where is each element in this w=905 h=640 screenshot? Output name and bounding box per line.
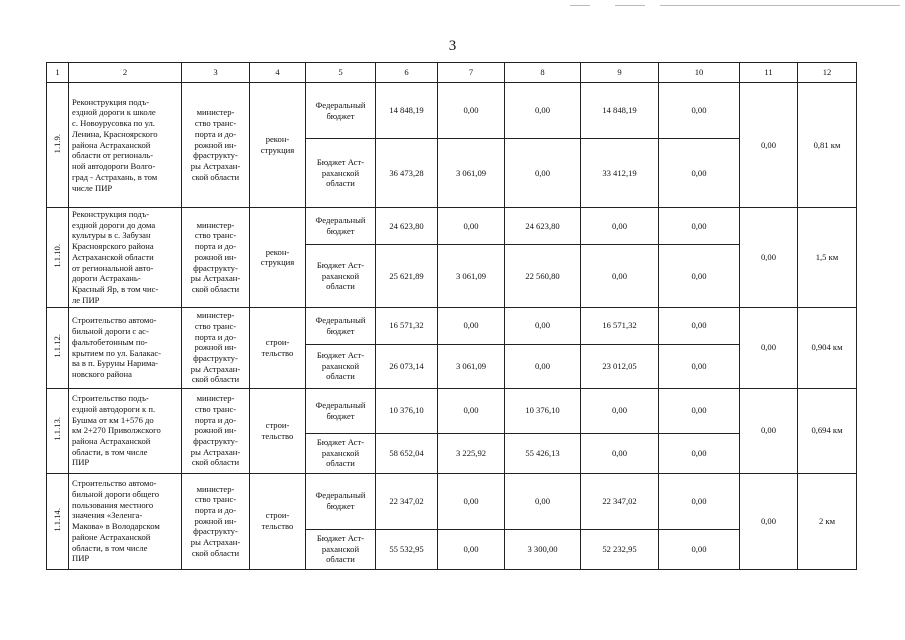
budget-value: 10 376,10: [505, 388, 581, 433]
item-name: Строительство подъ- ездной автодороги к п. Бушма от км 1+576 до км 2+270 Приволжского района Астраханской области, в том числе ПИР: [69, 388, 182, 473]
budget-value: 0,00: [505, 83, 581, 139]
header-cell: 8: [505, 63, 581, 83]
budget-value: 3 300,00: [505, 529, 581, 569]
item-work-type: рекон- струкция: [250, 83, 306, 208]
budget-value: 55 532,95: [376, 529, 438, 569]
header-cell: 4: [250, 63, 306, 83]
item-col11: 0,00: [740, 208, 798, 308]
budget-value: 14 848,19: [376, 83, 438, 139]
budget-value: 0,00: [659, 529, 740, 569]
budget-source: Бюджет Аст- раханской области: [306, 139, 376, 208]
program-table: [46, 62, 857, 570]
budget-value: 23 012,05: [581, 344, 659, 388]
item-code-cell: [47, 307, 69, 388]
budget-source: Федеральный бюджет: [306, 83, 376, 139]
scan-edge-line: [615, 5, 645, 6]
budget-value: 33 412,19: [581, 139, 659, 208]
budget-value: 58 652,04: [376, 433, 438, 473]
budget-value: 0,00: [438, 388, 505, 433]
item-work-type: строи- тельство: [250, 307, 306, 388]
table-row: [47, 307, 857, 344]
header-cell: 9: [581, 63, 659, 83]
budget-value: 0,00: [581, 245, 659, 307]
item-length: 0,694 км: [798, 388, 857, 473]
budget-value: 52 232,95: [581, 529, 659, 569]
item-code: 1.1.10.: [52, 244, 63, 268]
budget-value: 0,00: [659, 139, 740, 208]
budget-value: 24 623,80: [505, 208, 581, 245]
budget-source: Бюджет Аст- раханской области: [306, 529, 376, 569]
budget-value: 0,00: [659, 208, 740, 245]
budget-source: Федеральный бюджет: [306, 388, 376, 433]
budget-value: 0,00: [438, 83, 505, 139]
budget-value: 14 848,19: [581, 83, 659, 139]
header-cell: 5: [306, 63, 376, 83]
budget-source: Бюджет Аст- раханской области: [306, 433, 376, 473]
budget-value: 0,00: [581, 433, 659, 473]
header-cell: 10: [659, 63, 740, 83]
table-row: [47, 388, 857, 433]
header-cell: 3: [182, 63, 250, 83]
budget-value: 0,00: [659, 83, 740, 139]
item-executor: министер- ство транс- порта и до- рожной ин- фраструкту- ры Астрахан- ской области: [182, 473, 250, 569]
table-row: [47, 473, 857, 529]
budget-value: 0,00: [659, 245, 740, 307]
header-cell: 7: [438, 63, 505, 83]
item-executor: министер- ство транс- порта и до- рожной ин- фраструкту- ры Астрахан- ской области: [182, 388, 250, 473]
budget-value: 25 621,89: [376, 245, 438, 307]
header-cell: 6: [376, 63, 438, 83]
budget-value: 3 225,92: [438, 433, 505, 473]
budget-value: 26 073,14: [376, 344, 438, 388]
item-name: Реконструкция подъ- ездной дороги к школе с. Новоурусовка по ул. Ленина, Красноярского района Астраханской области от региональ- ной автодороги Волго- град - Астрахань, в том числе ПИР: [69, 83, 182, 208]
item-col11: 0,00: [740, 307, 798, 388]
budget-value: 24 623,80: [376, 208, 438, 245]
item-name: Реконструкция подъ- ездной дороги до дома культуры в с. Забузан Красноярского района Астраханской области от региональной авто- дороги Астрахань- Красный Яр, в том чис- ле ПИР: [69, 208, 182, 308]
page-number: 3: [448, 38, 457, 54]
item-code-cell: [47, 473, 69, 569]
item-work-type: строи- тельство: [250, 388, 306, 473]
budget-value: 3 061,09: [438, 245, 505, 307]
budget-value: 0,00: [581, 208, 659, 245]
item-code-cell: [47, 388, 69, 473]
budget-value: 22 560,80: [505, 245, 581, 307]
item-length: 2 км: [798, 473, 857, 569]
item-col11: 0,00: [740, 473, 798, 569]
item-code: 1.1.12.: [52, 334, 63, 359]
item-executor: министер- ство транс- порта и до- рожной ин- фраструкту- ры Астрахан- ской области: [182, 83, 250, 208]
table-row: [47, 208, 857, 245]
item-length: 0,904 км: [798, 307, 857, 388]
budget-value: 36 473,28: [376, 139, 438, 208]
item-code-cell: [47, 208, 69, 308]
budget-value: 0,00: [659, 307, 740, 344]
item-col11: 0,00: [740, 83, 798, 208]
item-col11: 0,00: [740, 388, 798, 473]
budget-value: 0,00: [438, 529, 505, 569]
item-name: Строительство автомо- бильной дороги с ас- фальтобетонным по- крытием по ул. Балакас- ва в п. Буруны Нарима- новского района: [69, 307, 182, 388]
budget-value: 0,00: [505, 307, 581, 344]
scan-edge-line: [570, 5, 590, 6]
budget-value: 16 571,32: [581, 307, 659, 344]
budget-value: 0,00: [438, 473, 505, 529]
budget-value: 3 061,09: [438, 344, 505, 388]
item-work-type: строи- тельство: [250, 473, 306, 569]
budget-value: 22 347,02: [376, 473, 438, 529]
header-row: [47, 63, 857, 83]
header-cell: 11: [740, 63, 798, 83]
budget-source: Федеральный бюджет: [306, 307, 376, 344]
header-cell: 1: [47, 63, 69, 83]
budget-value: 0,00: [505, 139, 581, 208]
budget-source: Федеральный бюджет: [306, 208, 376, 245]
header-cell: 2: [69, 63, 182, 83]
scan-edge-line: [660, 5, 900, 6]
item-executor: министер- ство транс- порта и до- рожной ин- фраструкту- ры Астрахан- ской области: [182, 307, 250, 388]
item-length: 1,5 км: [798, 208, 857, 308]
budget-value: 0,00: [505, 473, 581, 529]
budget-source: Бюджет Аст- раханской области: [306, 245, 376, 307]
budget-value: 0,00: [505, 344, 581, 388]
budget-value: 0,00: [659, 433, 740, 473]
item-code: 1.1.14.: [52, 507, 63, 532]
budget-value: 16 571,32: [376, 307, 438, 344]
budget-value: 0,00: [438, 307, 505, 344]
item-work-type: рекон- струкция: [250, 208, 306, 308]
budget-value: 55 426,13: [505, 433, 581, 473]
budget-value: 0,00: [659, 473, 740, 529]
item-code-cell: [47, 83, 69, 208]
budget-value: 0,00: [581, 388, 659, 433]
item-length: 0,81 км: [798, 83, 857, 208]
item-code: 1.1.13.: [52, 417, 63, 442]
item-name: Строительство автомо- бильной дороги общего пользования местного значения «Зеленга- Макова» в Володарском районе Астраханской области, в том числе ПИР: [69, 473, 182, 569]
budget-value: 10 376,10: [376, 388, 438, 433]
budget-value: 0,00: [659, 344, 740, 388]
budget-value: 22 347,02: [581, 473, 659, 529]
item-executor: министер- ство транс- порта и до- рожной ин- фраструкту- ры Астрахан- ской области: [182, 208, 250, 308]
budget-source: Бюджет Аст- раханской области: [306, 344, 376, 388]
budget-value: 0,00: [438, 208, 505, 245]
budget-source: Федеральный бюджет: [306, 473, 376, 529]
budget-value: 3 061,09: [438, 139, 505, 208]
budget-value: 0,00: [659, 388, 740, 433]
item-code: 1.1.9.: [52, 133, 63, 154]
table-row: [47, 83, 857, 139]
header-cell: 12: [798, 63, 857, 83]
